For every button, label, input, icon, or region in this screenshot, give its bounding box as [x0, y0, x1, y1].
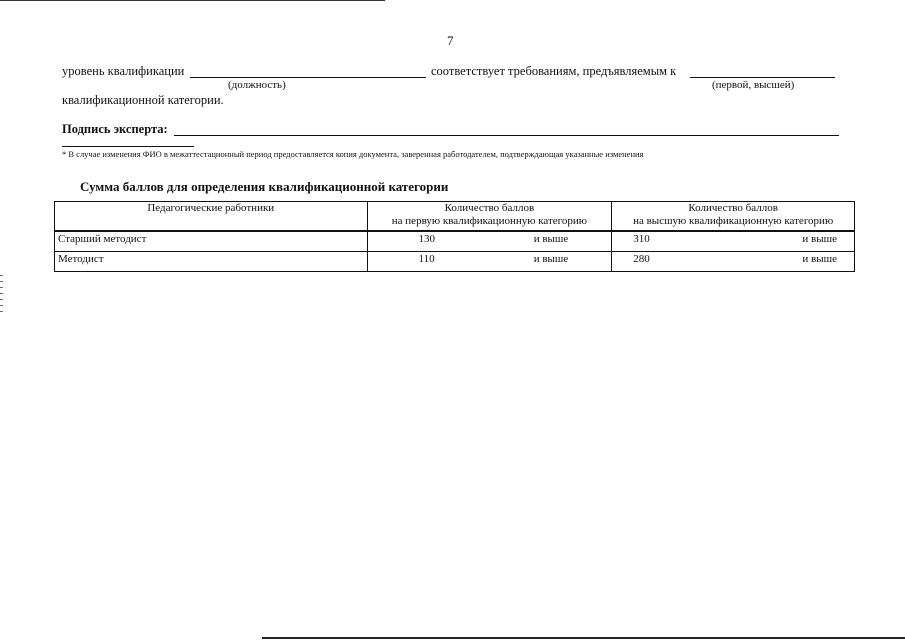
header-high-line2: на высшую квалификационную категорию [633, 215, 834, 227]
category-blank-line[interactable] [690, 77, 835, 78]
first-score-value: 110 [418, 253, 435, 265]
footnote-separator [62, 146, 194, 147]
position-hint: (должность) [228, 79, 286, 91]
high-score-value: 280 [633, 253, 650, 265]
high-score-value: 310 [633, 233, 650, 245]
high-score-suffix: и выше [802, 233, 837, 245]
row-first-score [367, 252, 612, 272]
row-high-score [612, 231, 855, 252]
category-hint: (первой, высшей) [712, 79, 795, 91]
page-number: 7 [447, 33, 454, 48]
row-role: Методист [55, 252, 368, 272]
high-score-suffix: и выше [802, 253, 837, 265]
table-row [55, 231, 855, 252]
table-row [55, 252, 855, 272]
row-role: Старший методист [55, 231, 368, 252]
page-bottom-edge [262, 637, 905, 639]
first-score-suffix: и выше [533, 253, 569, 265]
qualification-category-text: квалификационной категории. [62, 93, 224, 107]
header-first-line1: Количество баллов [444, 202, 535, 214]
table-header-row [55, 202, 855, 232]
position-blank-line[interactable] [190, 77, 426, 78]
qualification-level-label: уровень квалификации [62, 64, 185, 78]
expert-signature-label: Подпись эксперта: [62, 122, 168, 136]
signature-blank-line[interactable] [174, 135, 839, 136]
row-high-score [612, 252, 855, 272]
first-score-suffix: и выше [533, 233, 569, 245]
header-workers-label: Педагогические работники [147, 202, 275, 214]
scores-table [54, 201, 855, 272]
section-title: Сумма баллов для определения квалификационной категории [80, 179, 449, 194]
first-score-value: 130 [418, 233, 436, 245]
page-top-edge [0, 0, 385, 1]
requirements-text: соответствует требованиям, предъявляемым к [431, 64, 677, 78]
header-first-line2: на первую квалификационную категорию [391, 215, 587, 227]
footnote-text: * В случае изменения ФИО в межаттестационный период предоставляется копия документа, заверенная работодателем, подтверждающая указанные изменения [62, 149, 644, 159]
header-workers [55, 202, 368, 232]
row-first-score [367, 231, 612, 252]
header-first-category [367, 202, 612, 232]
scan-margin-marks [0, 275, 3, 315]
header-high-line1: Количество баллов [688, 202, 778, 214]
header-high-category [612, 202, 855, 232]
